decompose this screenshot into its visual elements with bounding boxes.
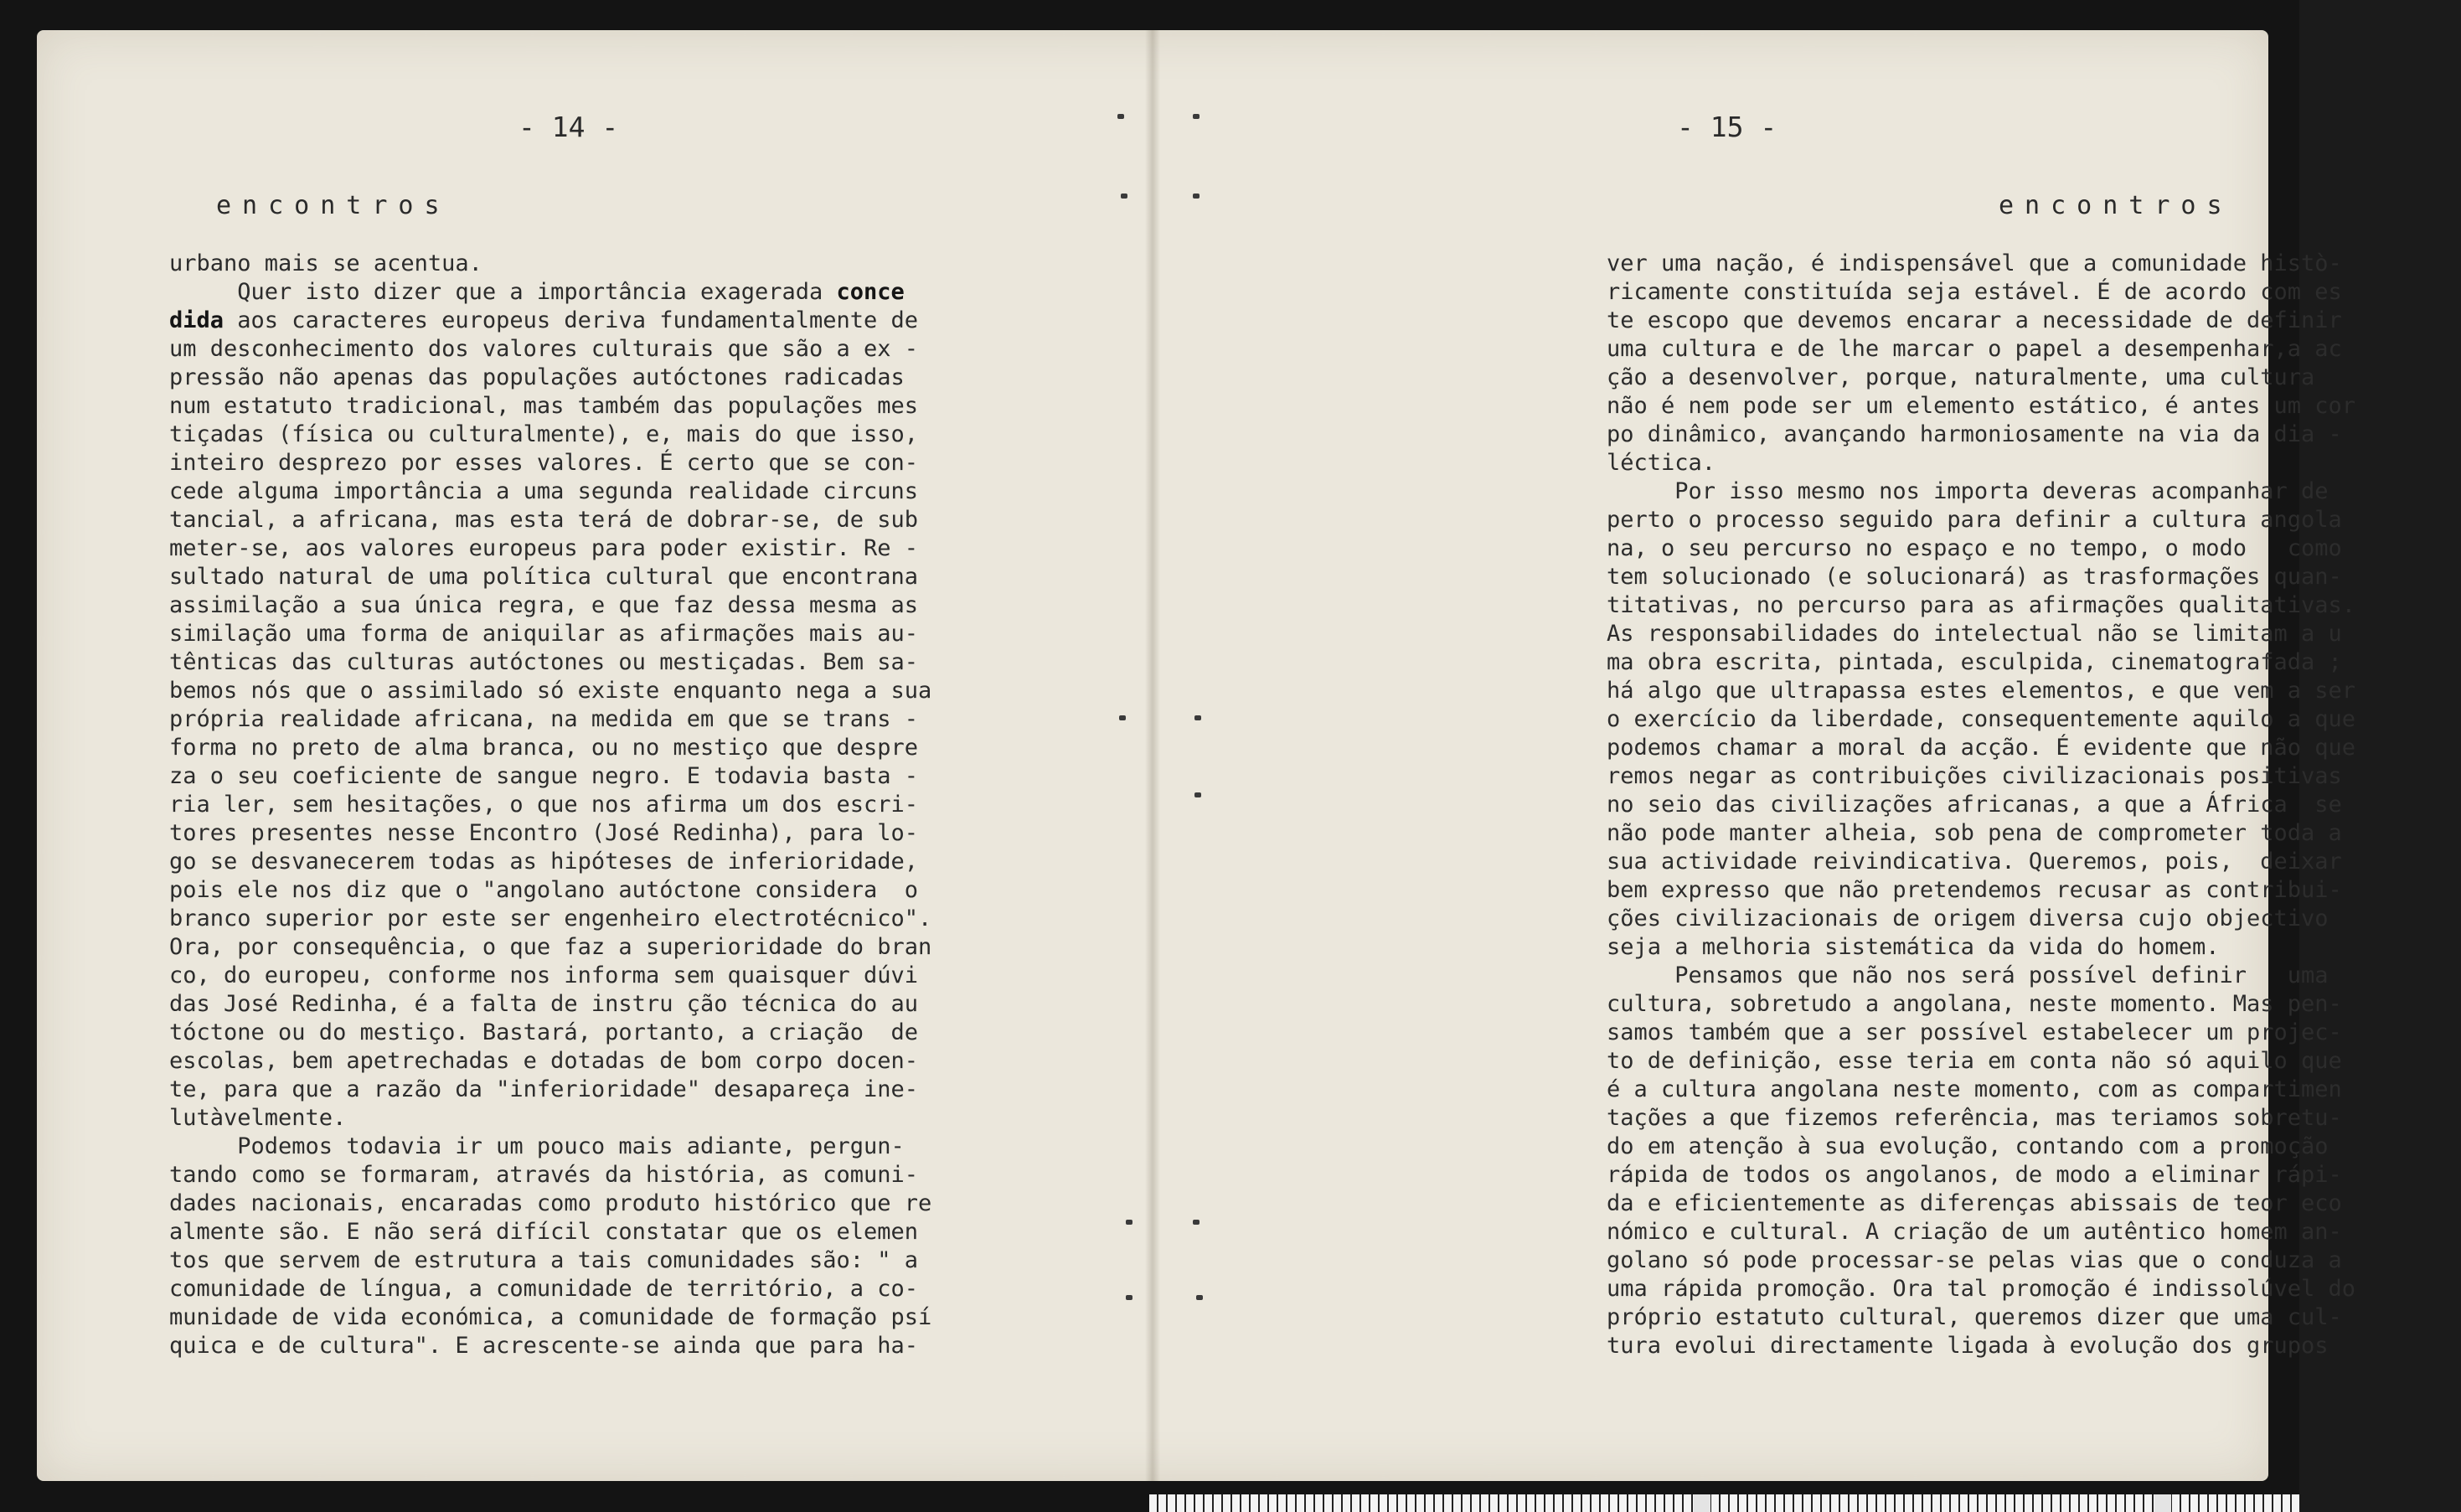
text-line: há algo que ultrapassa estes elementos, e que vem a ser: [1607, 678, 2356, 704]
text-line: da e eficientemente as diferenças abissais de teor eco: [1607, 1190, 2342, 1216]
body-text: [1607, 250, 2461, 1360]
text-line: bemos nós que o assimilado só existe enquanto nega a sua: [169, 678, 932, 704]
text-line: ção a desenvolver, porque, naturalmente, uma cultura: [1607, 364, 2315, 390]
scale-ruler: [1149, 1494, 2299, 1512]
text-line: não é nem pode ser um elemento estático, é antes um cor: [1607, 393, 2356, 419]
text-line: tos que servem de estrutura a tais comunidades são: " a: [169, 1247, 919, 1273]
text-line: lutàvelmente.: [169, 1105, 347, 1131]
text-line: Podemos todavia ir um pouco mais adiante, pergun-: [169, 1133, 905, 1159]
text-line: cultura, sobretudo a angolana, neste momento. Mas pen-: [1607, 991, 2342, 1017]
text-line: tênticas das culturas autóctones ou mestiçadas. Bem sa-: [169, 649, 919, 675]
text-line: titativas, no percurso para as afirmações qualitativas.: [1607, 592, 2356, 618]
text-line: co, do europeu, conforme nos informa sem quaisquer dúvi: [169, 962, 919, 988]
text-line: Quer isto dizer que a importância exagerada conce: [169, 279, 905, 305]
text-line: tiçadas (física ou culturalmente), e, mais do que isso,: [169, 421, 919, 447]
binding-hole-mark: [1196, 1295, 1203, 1300]
binding-hole-mark: [1194, 715, 1201, 720]
text-line: rápida de todos os angolanos, de modo a eliminar rápi-: [1607, 1162, 2342, 1188]
text-line: te, para que a razão da "inferioridade" desapareça ine-: [169, 1076, 919, 1102]
text-line: léctica.: [1607, 450, 1716, 476]
text-line: samos também que a ser possível estabelecer um projec-: [1607, 1019, 2342, 1045]
text-line: perto o processo seguido para definir a cultura angola: [1607, 507, 2342, 533]
text-line: sultado natural de uma política cultural que encontrana: [169, 564, 919, 590]
text-line: munidade de vida económica, a comunidade de formação psí: [169, 1304, 932, 1330]
text-line: Por isso mesmo nos importa deveras acompanhar de: [1607, 478, 2329, 504]
left-page: [37, 30, 1153, 1481]
text-line: ma obra escrita, pintada, esculpida, cinematografada ;: [1607, 649, 2342, 675]
text-line: assimilação a sua única regra, e que faz dessa mesma as: [169, 592, 919, 618]
text-line: branco superior por este ser engenheiro electrotécnico".: [169, 906, 932, 931]
text-line: dida aos caracteres europeus deriva fundamentalmente de: [169, 307, 919, 333]
binding-hole-mark: [1119, 715, 1126, 720]
text-line: meter-se, aos valores europeus para poder existir. Re -: [169, 535, 919, 561]
text-line: dades nacionais, encaradas como produto histórico que re: [169, 1190, 932, 1216]
binding-hole-mark: [1121, 194, 1127, 199]
text-line: próprio estatuto cultural, queremos dizer que uma cul-: [1607, 1304, 2342, 1330]
text-line: remos negar as contribuições civilizacionais positivas: [1607, 763, 2342, 789]
text-line: no seio das civilizações africanas, a que a África se: [1607, 792, 2342, 818]
text-line: tem solucionado (e solucionará) as trasformações quan-: [1607, 564, 2342, 590]
text-line: ver uma nação, é indispensável que a comunidade histò-: [1607, 250, 2342, 276]
text-line: pois ele nos diz que o "angolano autóctone considera o: [169, 877, 919, 903]
text-line: forma no preto de alma branca, ou no mestiço que despre: [169, 735, 919, 761]
text-line: escolas, bem apetrechadas e dotadas de bom corpo docen-: [169, 1048, 919, 1074]
text-line: das José Redinha, é a falta de instru ção técnica do au: [169, 991, 919, 1017]
text-line: tura evolui directamente ligada à evolução dos grupos: [1607, 1333, 2329, 1359]
text-line: sua actividade reivindicativa. Queremos, pois, deixar: [1607, 849, 2342, 875]
text-line: nómico e cultural. A criação de um autêntico homem an-: [1607, 1219, 2342, 1245]
body-text: [169, 250, 1024, 1360]
text-line: po dinâmico, avançando harmoniosamente na via da dia -: [1607, 421, 2342, 447]
text-line: na, o seu percurso no espaço e no tempo, o modo como: [1607, 535, 2342, 561]
text-line: comunidade de língua, a comunidade de território, a co-: [169, 1276, 919, 1302]
text-line: bem expresso que não pretendemos recusar as contribui-: [1607, 877, 2342, 903]
text-line: Ora, por consequência, o que faz a superioridade do bran: [169, 934, 932, 960]
text-line: te escopo que devemos encarar a necessidade de definir: [1607, 307, 2342, 333]
text-line: podemos chamar a moral da acção. É evidente que não que: [1607, 735, 2356, 761]
text-line: cede alguma importância a uma segunda realidade circuns: [169, 478, 919, 504]
binding-hole-mark: [1117, 114, 1124, 119]
text-line: seja a melhoria sistemática da vida do homem.: [1607, 934, 2220, 960]
page-number: - 15 -: [1677, 111, 1777, 143]
right-page: [1153, 30, 2356, 1481]
text-line: é a cultura angolana neste momento, com as compartimen: [1607, 1076, 2342, 1102]
running-header: encontros: [216, 191, 451, 220]
text-line: tando como se formaram, através da história, as comuni-: [169, 1162, 919, 1188]
text-line: o exercício da liberdade, consequentemente aquilo a que: [1607, 706, 2356, 732]
text-line: urbano mais se acentua.: [169, 250, 482, 276]
text-line: As responsabilidades do intelectual não se limitam a u: [1607, 621, 2342, 647]
text-line: num estatuto tradicional, mas também das populações mes: [169, 393, 919, 419]
text-line: não pode manter alheia, sob pena de comprometer toda a: [1607, 820, 2342, 846]
text-line: tações a que fizemos referência, mas teriamos sobretu-: [1607, 1105, 2342, 1131]
text-line: inteiro desprezo por esses valores. É certo que se con-: [169, 450, 919, 476]
binding-hole-mark: [1193, 194, 1200, 199]
text-line: Pensamos que não nos será possível definir uma: [1607, 962, 2329, 988]
text-line: to de definição, esse teria em conta não só aquilo que: [1607, 1048, 2342, 1074]
text-line: tores presentes nesse Encontro (José Redinha), para lo-: [169, 820, 919, 846]
text-line: almente são. E não será difícil constatar que os elemen: [169, 1219, 919, 1245]
text-line: ções civilizacionais de origem diversa cujo objectivo: [1607, 906, 2329, 931]
text-line: pressão não apenas das populações autóctones radicadas: [169, 364, 905, 390]
text-line: um desconhecimento dos valores culturais que são a ex -: [169, 336, 919, 362]
binding-hole-mark: [1193, 114, 1200, 119]
page-number: - 14 -: [519, 111, 619, 143]
text-line: similação uma forma de aniquilar as afirmações mais au-: [169, 621, 919, 647]
text-line: uma rápida promoção. Ora tal promoção é indissolúvel do: [1607, 1276, 2356, 1302]
text-line: tóctone ou do mestiço. Bastará, portanto, a criação de: [169, 1019, 919, 1045]
text-line: quica e de cultura". E acrescente-se ainda que para ha-: [169, 1333, 919, 1359]
binding-hole-mark: [1193, 1220, 1200, 1225]
text-line: tancial, a africana, mas esta terá de dobrar-se, de sub: [169, 507, 919, 533]
text-line: za o seu coeficiente de sangue negro. E todavia basta -: [169, 763, 919, 789]
text-line: própria realidade africana, na medida em que se trans -: [169, 706, 919, 732]
text-line: do em atenção à sua evolução, contando com a promoção: [1607, 1133, 2329, 1159]
binding-hole-mark: [1126, 1295, 1132, 1300]
paper-sheet: [37, 30, 2356, 1481]
text-line: uma cultura e de lhe marcar o papel a desempenhar,a ac: [1607, 336, 2342, 362]
text-line: ria ler, sem hesitações, o que nos afirma um dos escri-: [169, 792, 919, 818]
running-header: encontros: [1999, 191, 2233, 220]
text-line: golano só pode processar-se pelas vias que o conduza a: [1607, 1247, 2342, 1273]
binding-hole-mark: [1126, 1220, 1132, 1225]
text-line: ricamente constituída seja estável. É de acordo com es: [1607, 279, 2342, 305]
binding-hole-mark: [1194, 792, 1201, 797]
text-line: go se desvanecerem todas as hipóteses de inferioridade,: [169, 849, 919, 875]
